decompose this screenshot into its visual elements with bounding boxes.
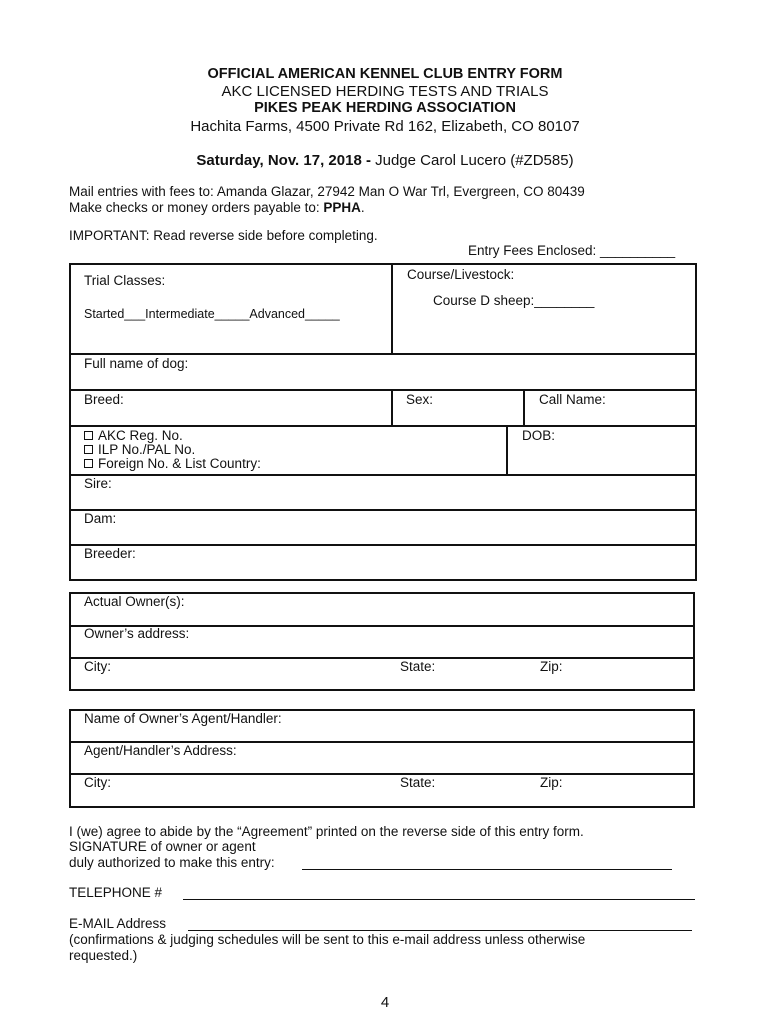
ilp-label: ILP No./PAL No.	[98, 442, 196, 457]
breed-field[interactable]: Breed:	[84, 392, 124, 407]
email-note-cont: requested.)	[69, 948, 138, 963]
payable-name: PPHA	[323, 200, 361, 215]
agent-state-field[interactable]: State:	[400, 775, 436, 790]
divider	[391, 389, 393, 426]
checkbox-icon[interactable]	[84, 431, 93, 440]
owner-zip-field[interactable]: Zip:	[540, 659, 563, 674]
agent-name-field[interactable]: Name of Owner’s Agent/Handler:	[84, 711, 282, 726]
form-subtitle: AKC LICENSED HERDING TESTS AND TRIALS	[221, 83, 549, 100]
checkbox-icon[interactable]	[84, 445, 93, 454]
divider	[69, 389, 697, 391]
trial-classes-label: Trial Classes:	[84, 273, 166, 288]
divider	[69, 425, 697, 427]
agent-zip-field[interactable]: Zip:	[540, 775, 563, 790]
owner-city-field[interactable]: City:	[84, 659, 111, 674]
telephone-label: TELEPHONE #	[69, 885, 163, 900]
breeder-field[interactable]: Breeder:	[84, 546, 136, 561]
checkbox-icon[interactable]	[84, 459, 93, 468]
sire-field[interactable]: Sire:	[84, 476, 112, 491]
agent-address-field[interactable]: Agent/Handler’s Address:	[84, 743, 237, 758]
divider	[391, 263, 393, 355]
owner-state-field[interactable]: State:	[400, 659, 436, 674]
divider	[69, 544, 697, 546]
payable-instructions	[69, 200, 365, 215]
call-name-field[interactable]: Call Name:	[539, 392, 606, 407]
divider	[69, 509, 697, 511]
foreign-option[interactable]	[84, 456, 261, 471]
signature-line[interactable]	[302, 869, 672, 870]
sex-field[interactable]: Sex:	[406, 392, 434, 407]
divider	[506, 425, 508, 475]
payable-suffix: .	[360, 200, 365, 215]
actual-owner-field[interactable]: Actual Owner(s):	[84, 594, 185, 609]
dog-name-field[interactable]: Full name of dog:	[84, 356, 189, 371]
email-note: (confirmations & judging schedules will be sent to this e-mail address unless otherwise	[69, 932, 586, 947]
akc-reg-option[interactable]	[84, 428, 183, 443]
course-livestock-label: Course/Livestock:	[407, 267, 515, 282]
payable-prefix: Make checks or money orders payable to:	[69, 200, 324, 215]
judge-name: Judge Carol Lucero (#ZD585)	[375, 152, 574, 169]
akc-reg-label: AKC Reg. No.	[98, 428, 183, 443]
agreement-text: I (we) agree to abide by the “Agreement” printed on the reverse side of this entry form.	[69, 824, 584, 839]
foreign-label: Foreign No. & List Country:	[98, 456, 261, 471]
divider	[69, 773, 695, 775]
divider	[69, 474, 697, 476]
dam-field[interactable]: Dam:	[84, 511, 117, 526]
page-number: 4	[380, 994, 390, 1011]
owner-address-field[interactable]: Owner’s address:	[84, 626, 190, 641]
event-date: Saturday, Nov. 17, 2018 -	[196, 152, 376, 169]
email-line[interactable]	[188, 930, 692, 931]
divider	[69, 657, 695, 659]
event-location: Hachita Farms, 4500 Private Rd 162, Elizabeth, CO 80107	[190, 118, 580, 135]
important-note: IMPORTANT: Read reverse side before completing.	[69, 228, 378, 243]
email-label: E-MAIL Address	[69, 916, 167, 931]
event-date-judge	[0, 152, 770, 169]
signature-label: SIGNATURE of owner or agent	[69, 839, 256, 854]
ilp-option[interactable]	[84, 442, 195, 457]
divider	[69, 353, 697, 355]
entry-fees-field[interactable]: Entry Fees Enclosed: __________	[468, 243, 676, 258]
form-title: OFFICIAL AMERICAN KENNEL CLUB ENTRY FORM	[207, 66, 563, 82]
signature-authorized-label: duly authorized to make this entry:	[69, 855, 275, 870]
course-d-sheep-field[interactable]: Course D sheep:________	[433, 293, 595, 308]
agent-city-field[interactable]: City:	[84, 775, 111, 790]
divider	[523, 389, 525, 426]
telephone-line[interactable]	[183, 899, 695, 900]
class-options-field[interactable]: Started___Intermediate_____Advanced_____	[84, 307, 340, 321]
mail-instructions: Mail entries with fees to: Amanda Glazar, 27942 Man O War Trl, Evergreen, CO 80439	[69, 184, 585, 199]
organization-name: PIKES PEAK HERDING ASSOCIATION	[254, 100, 516, 116]
dob-field[interactable]: DOB:	[522, 428, 556, 443]
